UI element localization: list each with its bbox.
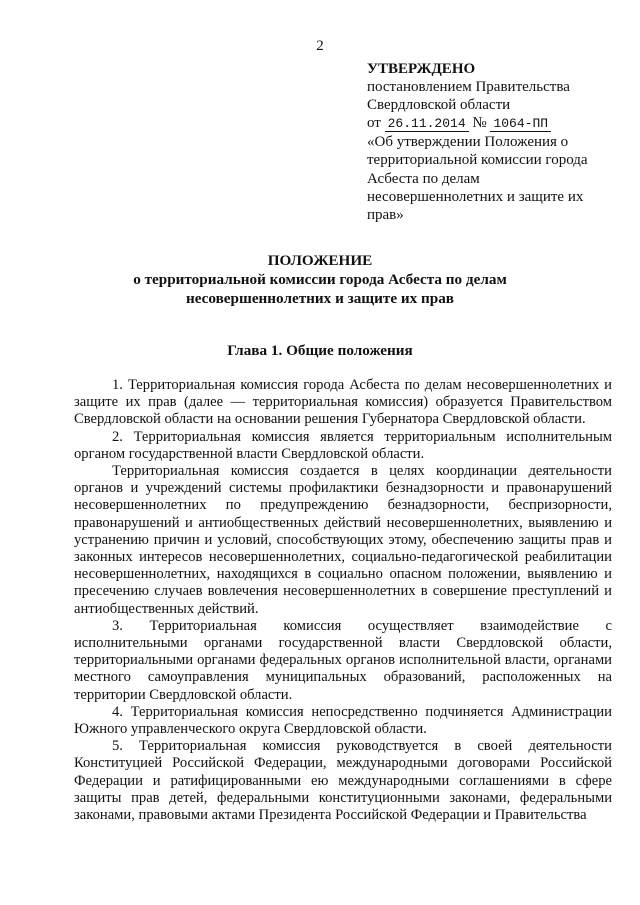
title-sub-1: о территориальной комиссии города Асбеста по делам — [133, 271, 507, 288]
document-body — [74, 377, 612, 824]
approval-line-1: постановлением Правительства — [367, 79, 570, 96]
approval-date-line — [367, 114, 617, 133]
paragraph-5: 4. Территориальная комиссия непосредственно подчиняется Администрации Южного управленческого округа Свердловской области. — [74, 703, 612, 738]
paragraph-4: 3. Территориальная комиссия осуществляет взаимодействие с исполнительными органами государственной власти Свердловской области, территориальными органами федеральных органов исполнительной власти, органами местного самоуправления муниципальных образований, расположенных на территории Свердловской области. — [74, 617, 612, 703]
approval-number: 1064-ПП — [490, 116, 551, 132]
paragraph-2: 2. Территориальная комиссия является территориальным исполнительным органом государственной власти Свердловской области. — [74, 428, 612, 462]
approval-subject: «Об утверждении Положения о территориальной комиссии города Асбеста по делам несовершеннолетних и защите их прав» — [367, 134, 588, 223]
paragraph-6: 5. Территориальная комиссия руководствуется в своей деятельности Конституцией Российской Федерации, международными договорами Российской Федерации и ратифицированными ею международными соглашениями в сфере защиты прав детей, федеральными конституционными законами, федеральными законами, правовыми актами Президента Российской Федерации и Правительства — [74, 738, 612, 824]
date-prefix: от — [367, 115, 381, 132]
page-number: 2 — [316, 38, 324, 54]
approval-line-2: Свердловской области — [367, 97, 511, 114]
paragraph-3: Территориальная комиссия создается в целях координации деятельности органов и учреждений системы профилактики безнадзорности и правонарушений несовершеннолетних по предупреждению безнадзорности, беспризорности, правонарушений и антиобщественных действий несовершеннолетних, выявлению и устранению причин и условий, способствующих этому, обеспечению защиты прав и законных интересов несовершеннолетних, социально-педагогической реабилитации несовершеннолетних, находящихся в социально опасном положении, выявлению и пресечению случаев вовлечения несовершеннолетних в совершение преступлений и антиобщественных действий. — [74, 463, 612, 617]
chapter-heading: Глава 1. Общие положения — [227, 342, 413, 359]
approval-date: 26.11.2014 — [385, 116, 469, 132]
title-main: ПОЛОЖЕНИЕ — [267, 252, 373, 269]
approval-heading: УТВЕРЖДЕНО — [367, 61, 476, 77]
number-prefix: № — [472, 115, 487, 132]
title-sub-2: несовершеннолетних и защите их прав — [185, 290, 455, 307]
approval-block — [367, 60, 617, 224]
document-title — [0, 251, 640, 308]
paragraph-1: 1. Территориальная комиссия города Асбеста по делам несовершеннолетних и защите их прав (далее — территориальная комиссия) образуется Правительством Свердловской области на основании решения Губернатора Свердловской области. — [74, 377, 612, 428]
